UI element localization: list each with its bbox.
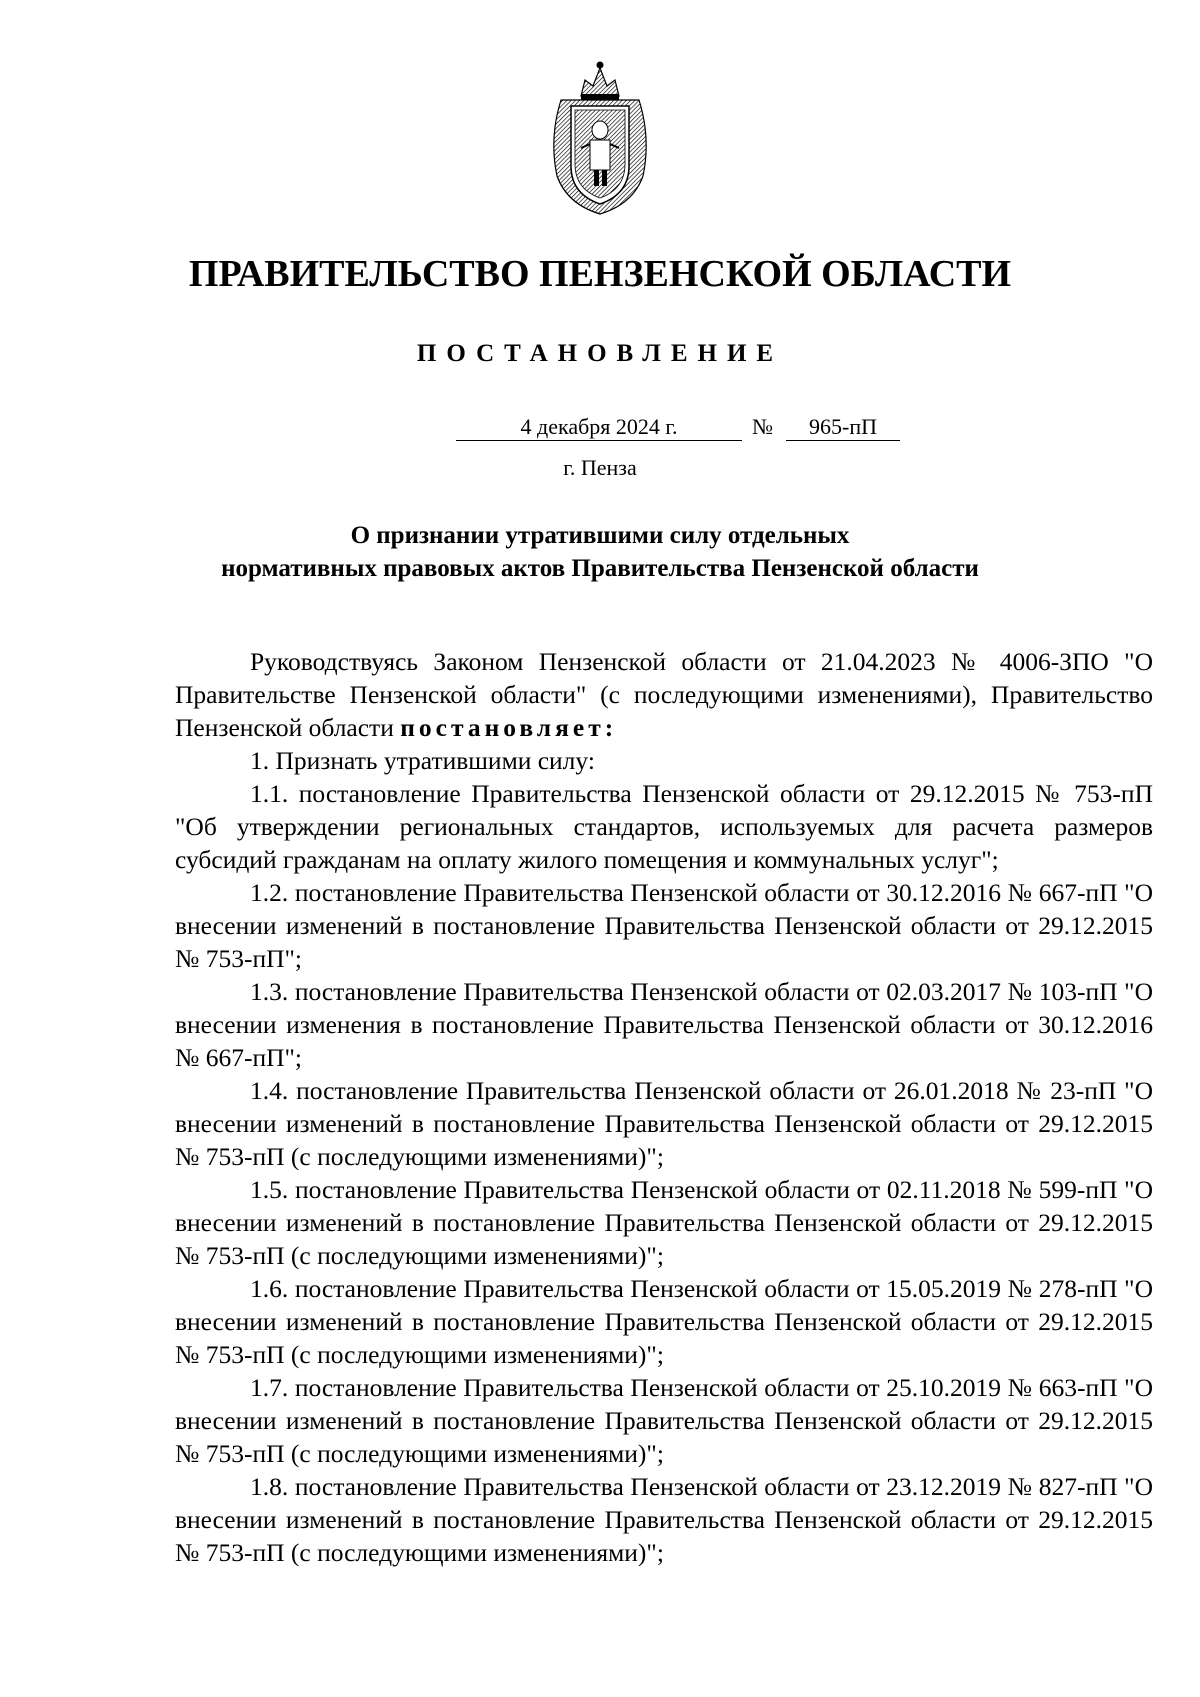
resolves-word: постановляет:	[400, 713, 618, 742]
document-type: ПОСТАНОВЛЕНИЕ	[416, 340, 784, 367]
preamble-text: Руководствуясь Законом Пензенской области от 21.04.2023 № 4006-ЗПО "О Правительстве Пензенской области" (с последующими изменениями), Правительство Пензенской области	[175, 647, 1153, 742]
list-item: 1.3. постановление Правительства Пензенской области от 02.03.2017 № 103-пП "О внесении изменения в постановление Правительства Пензенской области от 30.12.2016 № 667-пП";	[175, 977, 1153, 1072]
list-item: 1.2. постановление Правительства Пензенской области от 30.12.2016 № 667-пП "О внесении изменений в постановление Правительства Пензенской области от 29.12.2015 № 753-пП";	[175, 878, 1153, 973]
document-subject	[0, 519, 1200, 585]
preamble-paragraph	[175, 645, 1153, 744]
document-date: 4 декабря 2024 г.	[456, 413, 742, 441]
list-item: 1.7. постановление Правительства Пензенской области от 25.10.2019 № 663-пП "О внесении изменений в постановление Правительства Пензенской области от 29.12.2015 № 753-пП (с последующими изменениями)";	[175, 1373, 1153, 1468]
list-item: 1.1. постановление Правительства Пензенской области от 29.12.2015 № 753-пП "Об утверждении региональных стандартов, используемых для расчета размеров субсидий гражданам на оплату жилого помещения и коммунальных услуг";	[175, 779, 1153, 874]
subject-line: О признании утратившими силу отдельных	[350, 522, 850, 549]
list-item: 1.4. постановление Правительства Пензенской области от 26.01.2018 № 23-пП "О внесении изменений в постановление Правительства Пензенской области от 29.12.2015 № 753-пП (с последующими изменениями)";	[175, 1076, 1153, 1171]
document-number: 965-пП	[786, 413, 900, 441]
list-item: 1.8. постановление Правительства Пензенской области от 23.12.2019 № 827-пП "О внесении изменений в постановление Правительства Пензенской области от 29.12.2015 № 753-пП (с последующими изменениями)";	[175, 1472, 1153, 1567]
list-item: 1.6. постановление Правительства Пензенской области от 15.05.2019 № 278-пП "О внесении изменений в постановление Правительства Пензенской области от 29.12.2015 № 753-пП (с последующими изменениями)";	[175, 1274, 1153, 1369]
list-item: 1. Признать утратившими силу:	[250, 746, 595, 775]
document-body	[175, 645, 1153, 1569]
coat-of-arms-icon	[541, 58, 659, 218]
list-item: 1.5. постановление Правительства Пензенской области от 02.11.2018 № 599-пП "О внесении изменений в постановление Правительства Пензенской области от 29.12.2015 № 753-пП (с последующими изменениями)";	[175, 1175, 1153, 1270]
document-city: г. Пенза	[563, 455, 637, 480]
number-sign: №	[752, 414, 773, 439]
government-title: ПРАВИТЕЛЬСТВО ПЕНЗЕНСКОЙ ОБЛАСТИ	[188, 253, 1012, 295]
subject-line: нормативных правовых актов Правительства Пензенской области	[221, 555, 979, 582]
